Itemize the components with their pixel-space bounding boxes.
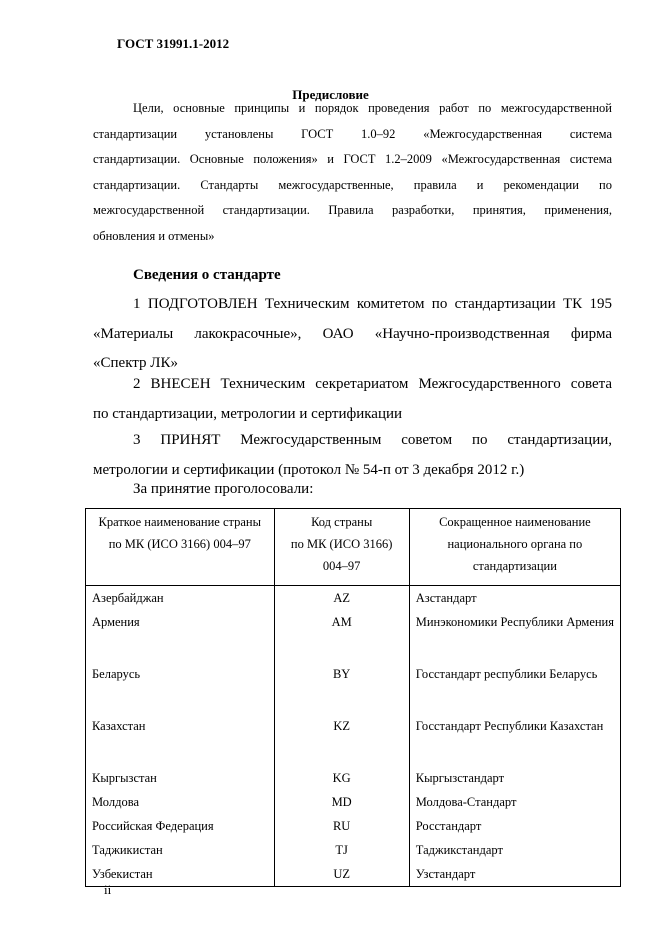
table-header-row (86, 509, 621, 586)
item-line: 1 ПОДГОТОВЛЕН Техническим комитетом по стандартизации ТК 195 (133, 296, 612, 312)
national-body-cell: Узстандарт (415, 867, 476, 881)
country-cell: Узбекистан (92, 867, 153, 881)
item-line: по стандартизации, метрологии и сертификации (93, 405, 403, 422)
preface-title: Предисловие (292, 87, 369, 102)
preface-line: стандартизации. Основные положения» и ГОСТ 1.2–2009 «Межгосударственная система (93, 152, 612, 167)
national-body-cell: Росстандарт (415, 819, 482, 833)
national-body-cell: Молдова-Стандарт (415, 795, 517, 809)
preface-line: межгосударственной стандартизации. Правила разработки, принятия, применения, (93, 203, 612, 218)
country-cell: Азербайджан (92, 591, 164, 605)
country-cell: Беларусь (92, 667, 141, 681)
member-states-table (85, 508, 621, 887)
voting-label: За принятие проголосовали: (133, 481, 314, 497)
national-body-cell: Таджикстандарт (415, 843, 503, 857)
standard-item-2 (93, 370, 612, 429)
preface-line: обновления и отмены» (93, 228, 215, 243)
header-code: Код страны по МК (ИСО 3166) 004–97 (274, 509, 409, 586)
code-cell: BY (332, 667, 351, 681)
national-body-cell: Кыргызстандарт (415, 771, 505, 785)
standard-item-1 (93, 290, 612, 379)
country-cell: Кыргызстан (92, 771, 157, 785)
preface-line: стандартизации. Стандарты межгосударственные, правила и рекомендации по (93, 177, 612, 192)
country-cell: Таджикистан (92, 843, 163, 857)
code-cell: AZ (333, 591, 350, 605)
item-line: 2 ВНЕСЕН Техническим секретариатом Межгосударственного совета (133, 376, 612, 392)
code-cell: UZ (333, 867, 350, 881)
code-cell: AM (331, 615, 352, 629)
country-cell: Армения (92, 615, 140, 629)
country-cell: Российская Федерация (92, 819, 214, 833)
item-line: «Материалы лакокрасочные», ОАО «Научно-производственная фирма (93, 325, 612, 342)
country-cell: Молдова (92, 795, 140, 809)
code-cell: RU (332, 819, 351, 833)
code-cell: MD (331, 795, 352, 809)
item-line: метрологии и сертификации (протокол № 54-п от 3 декабря 2012 г.) (93, 461, 525, 478)
code-cell: KZ (333, 719, 350, 733)
header-country: Краткое наименование страны по МК (ИСО 3166) 004–97 (86, 509, 275, 586)
document-code: ГОСТ 31991.1-2012 (117, 36, 230, 51)
code-column (274, 586, 409, 887)
national-body-column (409, 586, 620, 887)
preface-text (93, 96, 612, 250)
national-body-cell: Госстандарт Республики Казахстан (415, 719, 604, 733)
table-body (86, 586, 621, 887)
code-cell: KG (332, 771, 351, 785)
header-national-body: Сокращенное наименование национального органа по стандартизации (409, 509, 620, 586)
country-column (86, 586, 275, 887)
national-body-cell: Госстандарт республики Беларусь (415, 667, 598, 681)
standard-info-title: Сведения о стандарте (133, 267, 281, 283)
standard-item-3 (93, 426, 612, 485)
preface-line: Цели, основные принципы и порядок проведения работ по межгосударственной (133, 101, 612, 115)
item-line: «Спектр ЛК» (93, 355, 178, 371)
code-cell: TJ (335, 843, 348, 857)
country-cell: Казахстан (92, 719, 146, 733)
national-body-cell: Азстандарт (415, 591, 477, 605)
preface-line: стандартизации установлены ГОСТ 1.0–92 «Межгосударственная система (93, 126, 612, 141)
page-number: ii (104, 882, 112, 897)
national-body-cell: Минэкономики Республики Армения (415, 615, 614, 629)
item-line: 3 ПРИНЯТ Межгосударственным советом по стандартизации, (133, 432, 612, 448)
